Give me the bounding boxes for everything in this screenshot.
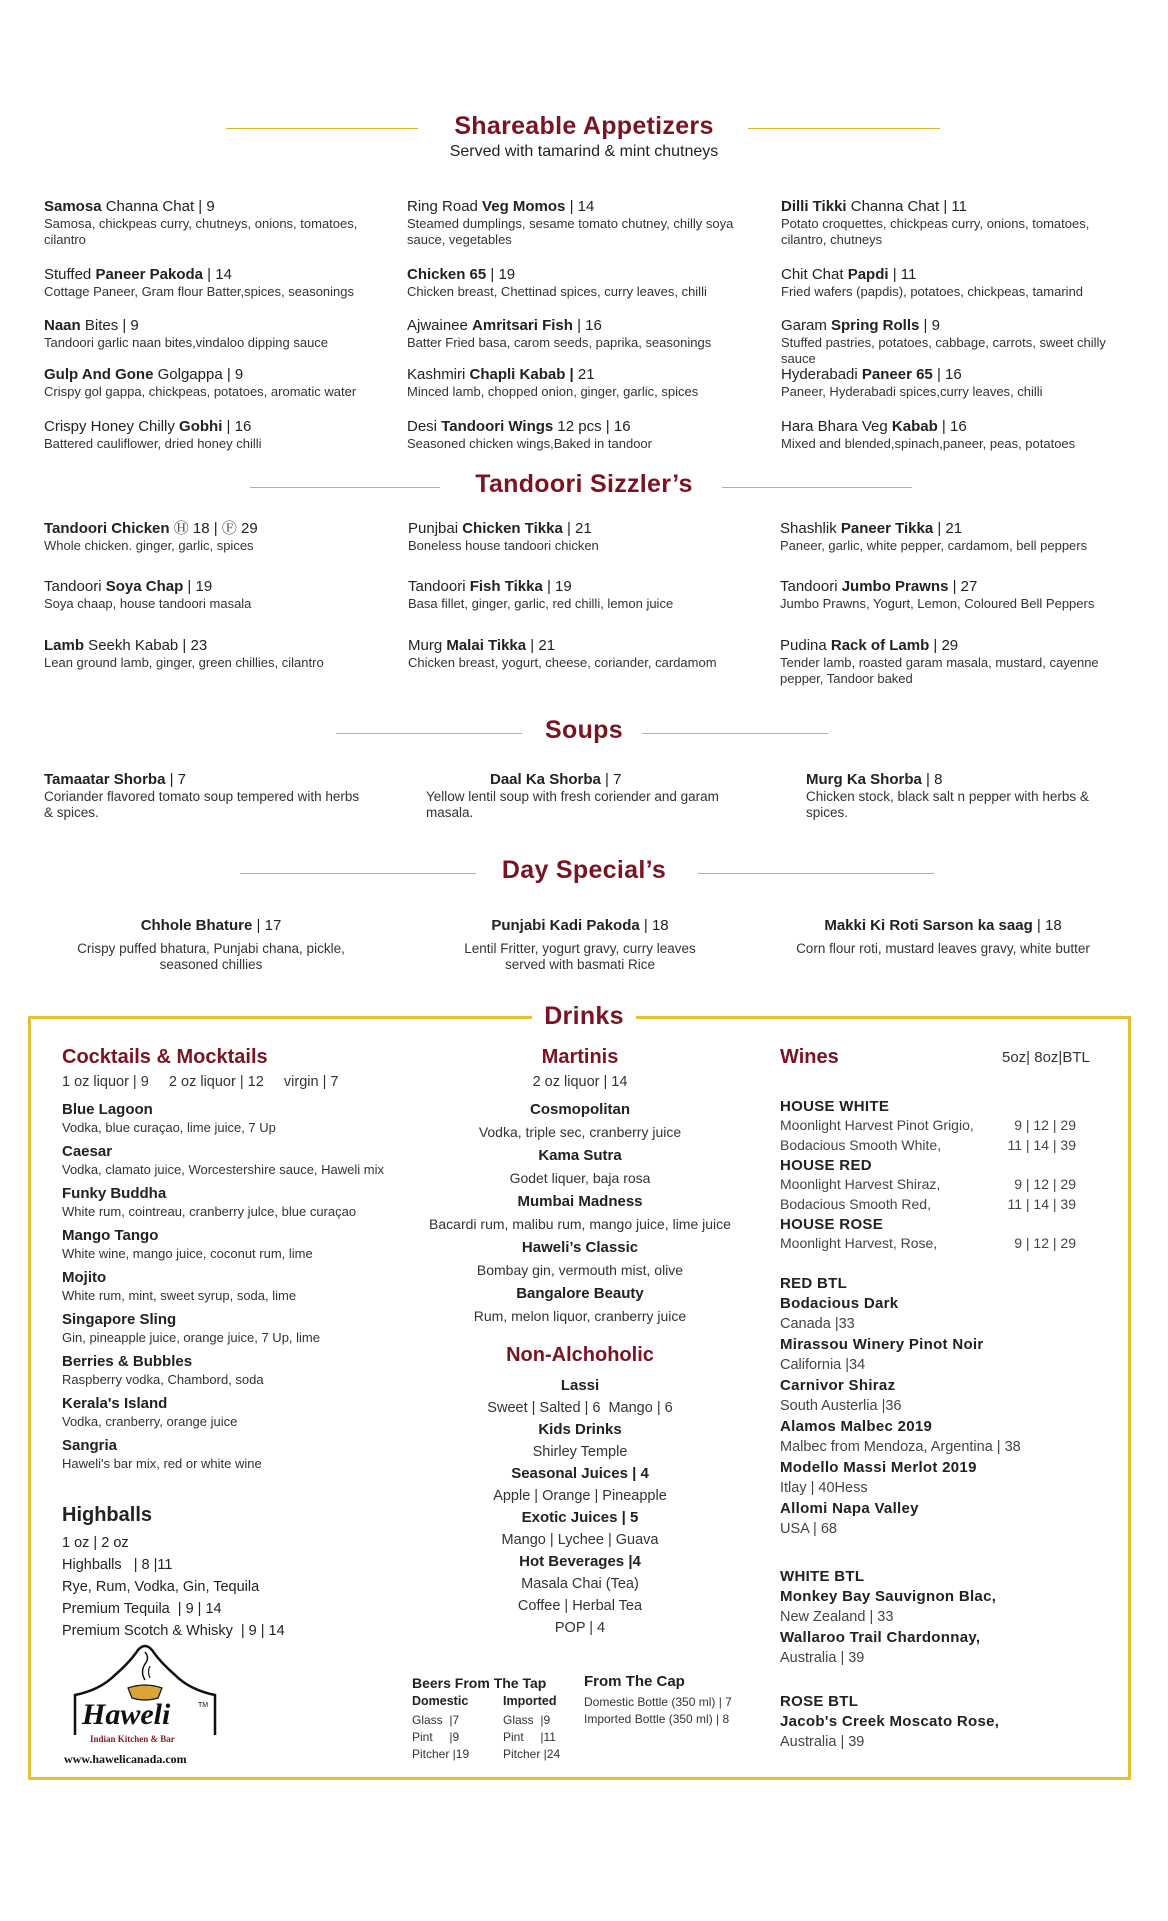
item-description: Boneless house tandoori chicken bbox=[408, 538, 599, 553]
drink-description: Bombay gin, vermouth mist, olive bbox=[476, 1262, 684, 1278]
highball-line: Premium Scotch & Whisky | 9 | 14 bbox=[62, 1623, 285, 1639]
item-price: | 29 bbox=[929, 637, 959, 654]
menu-item bbox=[407, 198, 752, 248]
item-name bbox=[781, 366, 1126, 384]
wine-row bbox=[780, 1175, 1100, 1195]
item-name-prefix: Stuffed bbox=[44, 266, 96, 283]
item-description: Soya chaap, house tandoori masala bbox=[44, 596, 252, 611]
wine-detail: California |34 bbox=[780, 1357, 866, 1373]
item-name-bold: Chicken Tikka bbox=[462, 520, 563, 537]
drinks-title: Drinks bbox=[0, 1002, 1168, 1031]
item-name-bold: Daal Ka Shorba bbox=[490, 771, 601, 788]
item-name bbox=[780, 637, 1125, 655]
wine-name: Mirassou Winery Pinot Noir bbox=[780, 1336, 984, 1353]
special-item bbox=[420, 917, 740, 973]
menu-item bbox=[780, 520, 1125, 554]
beers-domestic-title: Domestic bbox=[412, 1694, 469, 1708]
drink-name: Kerala's Island bbox=[62, 1395, 168, 1412]
item-price: | 7 bbox=[600, 771, 622, 788]
logo-tm: TM bbox=[198, 1702, 209, 1709]
drink-description: Mango | Lychee | Guava bbox=[501, 1532, 659, 1548]
wine-btl-title: ROSE BTL bbox=[780, 1693, 859, 1710]
drink-name: Kids Drinks bbox=[538, 1421, 622, 1438]
item-name-prefix: Chit Chat bbox=[781, 266, 848, 283]
wine-type: HOUSE RED bbox=[780, 1157, 872, 1174]
item-name-bold: Paneer Pakoda bbox=[95, 266, 203, 283]
item-name bbox=[44, 771, 364, 789]
item-price: | 19 bbox=[486, 266, 516, 283]
item-name-bold: Tandoori Chicken bbox=[44, 520, 170, 537]
item-name bbox=[44, 266, 389, 284]
drink-name: Sangria bbox=[62, 1437, 118, 1454]
item-name-prefix: Hyderabadi bbox=[781, 366, 862, 383]
menu-item bbox=[780, 578, 1125, 612]
nonalc-list bbox=[400, 1375, 760, 1639]
item-description: Paneer, garlic, white pepper, cardamom, bell peppers bbox=[780, 538, 1088, 553]
drink-description: Godet liquer, baja rosa bbox=[509, 1170, 651, 1186]
item-name-bold: Tamaatar Shorba bbox=[44, 771, 166, 788]
red-btl-list bbox=[780, 1274, 1100, 1540]
item-description: Fried wafers (papdis), potatoes, chickpeas, tamarind bbox=[781, 284, 1084, 299]
item-name-bold: Murg Ka Shorba bbox=[806, 771, 922, 788]
rose-btl-list bbox=[780, 1692, 1100, 1753]
item-price: | 16 bbox=[937, 418, 967, 435]
item-price: | 9 bbox=[919, 317, 940, 334]
item-description: Potato croquettes, chickpeas curry, onions, tomatoes, cilantro, chutneys bbox=[781, 216, 1090, 247]
drink-description: Raspberry vodka, Chambord, soda bbox=[62, 1372, 264, 1387]
wine-name: Moonlight Harvest Pinot Grigio, bbox=[780, 1117, 974, 1133]
beers-imported-list bbox=[503, 1712, 560, 1763]
item-name bbox=[778, 917, 1108, 935]
wine-detail: Canada |33 bbox=[780, 1316, 855, 1332]
item-name bbox=[44, 198, 389, 216]
drink-name: Kama Sutra bbox=[538, 1147, 622, 1164]
menu-item bbox=[780, 637, 1125, 687]
highball-line: 1 oz | 2 oz bbox=[62, 1535, 129, 1551]
logo-tagline: Indian Kitchen & Bar bbox=[90, 1734, 175, 1744]
item-description: Batter Fried basa, carom seeds, paprika, seasonings bbox=[407, 335, 712, 350]
item-name bbox=[44, 418, 389, 436]
item-name-bold: Samosa bbox=[44, 198, 102, 215]
drink-name: Mango Tango bbox=[62, 1227, 159, 1244]
item-name-bold: Soya Chap bbox=[105, 578, 184, 595]
wine-name: Allomi Napa Valley bbox=[780, 1500, 919, 1517]
item-name-bold: Chicken 65 bbox=[407, 266, 487, 283]
specials-title: Day Special’s bbox=[0, 856, 1168, 885]
drink-name: Funky Buddha bbox=[62, 1185, 167, 1202]
item-name-bold: Rack of Lamb bbox=[830, 637, 930, 654]
item-name bbox=[44, 578, 389, 596]
item-name bbox=[806, 771, 1126, 789]
item-name-bold: Amritsari Fish bbox=[472, 317, 573, 334]
menu-item bbox=[781, 266, 1126, 300]
drink-description: White rum, mint, sweet syrup, soda, lime bbox=[62, 1288, 297, 1303]
item-description: Chicken breast, Chettinad spices, curry leaves, chilli bbox=[407, 284, 707, 299]
wine-price: 9 | 12 | 29 bbox=[1014, 1176, 1076, 1192]
item-name bbox=[420, 917, 740, 935]
cocktails-title: Cocktails & Mocktails bbox=[62, 1046, 268, 1068]
item-price: | 11 bbox=[888, 266, 917, 283]
item-description: Coriander flavored tomato soup tempered with herbs & spices. bbox=[44, 789, 360, 820]
special-item bbox=[56, 917, 366, 973]
item-name-bold: Fish Tikka bbox=[469, 578, 543, 595]
item-name-bold: Kabab bbox=[891, 418, 938, 435]
wine-detail: South Austerlia |36 bbox=[780, 1398, 902, 1414]
item-name bbox=[408, 637, 753, 655]
item-name-bold: Lamb bbox=[44, 637, 85, 654]
item-name-prefix: Hara Bhara Veg bbox=[781, 418, 892, 435]
wine-detail: Australia | 39 bbox=[780, 1650, 865, 1666]
item-price: | 27 bbox=[948, 578, 978, 595]
menu-item bbox=[407, 418, 752, 452]
menu-item bbox=[408, 578, 753, 612]
item-name-prefix: Tandoori bbox=[780, 578, 842, 595]
item-name-bold: Jumbo Prawns bbox=[841, 578, 949, 595]
item-name-bold: Gulp And Gone bbox=[44, 366, 154, 383]
drink-name: Seasonal Juices | 4 bbox=[511, 1465, 649, 1482]
drink-name: Cosmopolitan bbox=[530, 1101, 630, 1118]
drink-description: Gin, pineapple juice, orange juice, 7 Up, lime bbox=[62, 1330, 320, 1345]
beer-line: Glass |7 bbox=[412, 1713, 460, 1727]
cap-line: Domestic Bottle (350 ml) | 7 bbox=[584, 1695, 732, 1709]
wine-row bbox=[780, 1195, 1100, 1215]
martini-list bbox=[400, 1099, 760, 1329]
wine-name: Alamos Malbec 2019 bbox=[780, 1418, 933, 1435]
item-name bbox=[426, 771, 746, 789]
item-name-bold: Makki Ki Roti Sarson ka saag bbox=[824, 917, 1033, 934]
wine-name: Monkey Bay Sauvignon Blac, bbox=[780, 1588, 997, 1605]
item-description: Seasoned chicken wings,Baked in tandoor bbox=[407, 436, 652, 451]
item-description: Tandoori garlic naan bites,vindaloo dipping sauce bbox=[44, 335, 329, 350]
drink-description: Vodka, cranberry, orange juice bbox=[62, 1414, 238, 1429]
item-name-bold: Paneer Tikka bbox=[840, 520, 934, 537]
item-name-prefix: Pudina bbox=[780, 637, 831, 654]
item-price: | 7 bbox=[165, 771, 187, 788]
drink-description: POP | 4 bbox=[554, 1620, 606, 1636]
drink-description: Sweet | Salted | 6 Mango | 6 bbox=[487, 1400, 673, 1416]
wine-price: 11 | 14 | 39 bbox=[1007, 1196, 1076, 1212]
menu-item bbox=[44, 366, 389, 400]
soup-item bbox=[44, 771, 364, 821]
item-name-bold: Malai Tikka bbox=[446, 637, 527, 654]
item-price: | 14 bbox=[565, 198, 595, 215]
item-name-prefix: Punjbai bbox=[408, 520, 463, 537]
item-price: | 18 bbox=[639, 917, 669, 934]
special-item bbox=[778, 917, 1108, 957]
highball-line: Rye, Rum, Vodka, Gin, Tequila bbox=[62, 1579, 260, 1595]
item-name-prefix: Desi bbox=[407, 418, 442, 435]
drink-name: Caesar bbox=[62, 1143, 113, 1160]
drink-description: Coffee | Herbal Tea bbox=[517, 1598, 643, 1614]
item-name bbox=[781, 317, 1126, 335]
item-description: Lentil Fritter, yogurt gravy, curry leaves bbox=[464, 941, 696, 956]
item-price: Ⓗ 18 | Ⓕ 29 bbox=[169, 520, 258, 537]
beer-line: Pint |11 bbox=[503, 1730, 556, 1744]
item-description: Cottage Paneer, Gram flour Batter,spices, seasonings bbox=[44, 284, 355, 299]
menu-item bbox=[44, 418, 389, 452]
item-name-prefix: Garam bbox=[781, 317, 832, 334]
item-description: Crispy gol gappa, chickpeas, potatoes, aromatic water bbox=[44, 384, 357, 399]
item-price: | 18 bbox=[1032, 917, 1062, 934]
item-price: | 21 bbox=[526, 637, 556, 654]
item-name bbox=[44, 366, 389, 384]
menu-item bbox=[44, 266, 389, 300]
item-name bbox=[56, 917, 366, 935]
martinis-sizes: 2 oz liquor | 14 bbox=[532, 1074, 628, 1090]
item-description: Chicken stock, black salt n pepper with herbs & spices. bbox=[806, 789, 1089, 820]
item-name-bold: Tandoori Wings bbox=[441, 418, 554, 435]
item-description: Tender lamb, roasted garam masala, mustard, cayenne pepper, Tandoor baked bbox=[780, 655, 1099, 686]
white-btl-list bbox=[780, 1567, 1100, 1669]
menu-item bbox=[407, 266, 752, 300]
wine-detail: Australia | 39 bbox=[780, 1734, 865, 1750]
wine-row bbox=[780, 1136, 1100, 1156]
drink-description: Vodka, blue curaçao, lime juice, 7 Up bbox=[62, 1120, 276, 1135]
item-name-prefix: Ring Road bbox=[407, 198, 483, 215]
item-name bbox=[44, 520, 389, 538]
item-price: | 19 bbox=[183, 578, 213, 595]
item-price: Channa Chat | 9 bbox=[101, 198, 215, 215]
beer-line: Pitcher |24 bbox=[503, 1747, 561, 1761]
tandoori-title: Tandoori Sizzler’s bbox=[0, 470, 1168, 499]
item-description: Samosa, chickpeas curry, chutneys, onions, tomatoes, cilantro bbox=[44, 216, 358, 247]
item-price: Bites | 9 bbox=[80, 317, 139, 334]
drink-description: Rum, melon liquor, cranberry juice bbox=[473, 1308, 687, 1324]
item-description: Stuffed pastries, potatoes, cabbage, carrots, sweet chilly sauce bbox=[781, 335, 1106, 366]
item-name-prefix: Crispy Honey Chilly bbox=[44, 418, 180, 435]
item-name-bold: Chhole Bhature bbox=[140, 917, 253, 934]
item-name-prefix: Murg bbox=[408, 637, 447, 654]
drink-name: Blue Lagoon bbox=[62, 1101, 153, 1118]
menu-item bbox=[408, 637, 753, 671]
item-price: 21 bbox=[573, 366, 595, 383]
wine-name: Moonlight Harvest, Rose, bbox=[780, 1235, 938, 1251]
drink-name: Singapore Sling bbox=[62, 1311, 177, 1328]
cocktails-sizes: 1 oz liquor | 9 2 oz liquor | 12 virgin | 7 bbox=[62, 1074, 339, 1090]
highball-line: Highballs | 8 |11 bbox=[62, 1557, 173, 1573]
item-name bbox=[781, 418, 1126, 436]
item-price: | 16 bbox=[572, 317, 602, 334]
item-name bbox=[407, 317, 752, 335]
drink-name: Haweli’s Classic bbox=[521, 1239, 639, 1256]
wine-detail: New Zealand | 33 bbox=[780, 1609, 894, 1625]
item-description: Crispy puffed bhatura, Punjabi chana, pickle, bbox=[77, 941, 345, 956]
menu-item bbox=[407, 317, 752, 351]
beer-line: Glass |9 bbox=[503, 1713, 551, 1727]
item-name bbox=[408, 578, 753, 596]
item-name-bold: Naan bbox=[44, 317, 81, 334]
menu-item bbox=[44, 578, 389, 612]
item-price: 12 pcs | 16 bbox=[553, 418, 631, 435]
item-name-bold: Chapli Kabab | bbox=[469, 366, 574, 383]
item-description: Corn flour roti, mustard leaves gravy, white butter bbox=[796, 941, 1090, 956]
menu-item bbox=[781, 418, 1126, 452]
drink-name: Bangalore Beauty bbox=[516, 1285, 644, 1302]
item-name-bold: Gobhi bbox=[179, 418, 223, 435]
wine-btl-title: WHITE BTL bbox=[780, 1568, 865, 1585]
item-price: Seekh Kabab | 23 bbox=[84, 637, 208, 654]
item-name-prefix: Ajwainee bbox=[407, 317, 473, 334]
wine-detail: USA | 68 bbox=[780, 1521, 837, 1537]
beers-title: Beers From The Tap bbox=[412, 1675, 547, 1691]
item-name bbox=[44, 317, 389, 335]
appetizers-subtitle: Served with tamarind & mint chutneys bbox=[449, 143, 719, 160]
wine-detail: Malbec from Mendoza, Argentina | 38 bbox=[780, 1439, 1021, 1455]
item-name bbox=[407, 266, 752, 284]
drink-description: Masala Chai (Tea) bbox=[521, 1576, 639, 1592]
item-name-prefix: Shashlik bbox=[780, 520, 841, 537]
wines-title: Wines bbox=[780, 1046, 839, 1068]
item-name bbox=[407, 198, 752, 216]
item-description: Battered cauliflower, dried honey chilli bbox=[44, 436, 262, 451]
item-description: Paneer, Hyderabadi spices,curry leaves, chilli bbox=[781, 384, 1043, 399]
menu-item bbox=[44, 317, 389, 351]
logo-url[interactable]: www.hawelicanada.com bbox=[64, 1752, 187, 1766]
item-description-2: served with basmati Rice bbox=[504, 957, 656, 972]
haweli-logo bbox=[64, 1640, 220, 1770]
item-price: | 16 bbox=[932, 366, 962, 383]
item-name bbox=[781, 266, 1126, 284]
appetizers-title: Shareable Appetizers bbox=[0, 112, 1168, 141]
item-name-prefix: Kashmiri bbox=[407, 366, 470, 383]
wine-price: 9 | 12 | 29 bbox=[1014, 1117, 1076, 1133]
drink-name: Mojito bbox=[62, 1269, 107, 1286]
item-name bbox=[781, 198, 1126, 216]
item-name-bold: Paneer 65 bbox=[861, 366, 933, 383]
item-description: Minced lamb, chopped onion, ginger, garlic, spices bbox=[407, 384, 699, 399]
item-name bbox=[780, 578, 1125, 596]
item-description: Yellow lentil soup with fresh coriender and garam masala. bbox=[426, 789, 719, 820]
beer-line: Pint |9 bbox=[412, 1730, 460, 1744]
beers-imported-title: Imported bbox=[503, 1694, 557, 1708]
drink-description: Apple | Orange | Pineapple bbox=[493, 1488, 667, 1504]
menu-item bbox=[781, 198, 1126, 248]
item-name-bold: Papdi bbox=[847, 266, 889, 283]
beers-domestic-list bbox=[412, 1712, 469, 1763]
soup-item bbox=[806, 771, 1126, 821]
drink-name: Lassi bbox=[560, 1377, 600, 1394]
wine-name: Modello Massi Merlot 2019 bbox=[780, 1459, 977, 1476]
item-price: Channa Chat | 11 bbox=[846, 198, 967, 215]
wine-name: Bodacious Dark bbox=[780, 1295, 899, 1312]
item-name-bold: Veg Momos bbox=[482, 198, 566, 215]
item-description-2: seasoned chillies bbox=[159, 957, 263, 972]
item-name bbox=[408, 520, 753, 538]
item-price: | 21 bbox=[933, 520, 963, 537]
wine-name: Bodacious Smooth Red, bbox=[780, 1196, 931, 1212]
item-description: Jumbo Prawns, Yogurt, Lemon, Coloured Bell Peppers bbox=[780, 596, 1095, 611]
item-name bbox=[407, 366, 752, 384]
drink-name: Mumbai Madness bbox=[517, 1193, 643, 1210]
item-description: Whole chicken. ginger, garlic, spices bbox=[44, 538, 254, 553]
cap-title: From The Cap bbox=[584, 1673, 685, 1690]
menu-item bbox=[407, 366, 752, 400]
menu-item bbox=[408, 520, 753, 554]
wine-name: Wallaroo Trail Chardonnay, bbox=[780, 1629, 981, 1646]
item-price: | 17 bbox=[252, 917, 282, 934]
item-description: Mixed and blended,spinach,paneer, peas, potatoes bbox=[781, 436, 1076, 451]
highballs-list bbox=[62, 1532, 407, 1642]
highball-line: Premium Tequila | 9 | 14 bbox=[62, 1601, 222, 1617]
drink-description: Bacardi rum, malibu rum, mango juice, lime juice bbox=[429, 1216, 731, 1232]
wine-price: 11 | 14 | 39 bbox=[1007, 1137, 1076, 1153]
drink-description: Shirley Temple bbox=[532, 1444, 628, 1460]
menu-item bbox=[44, 198, 389, 248]
drink-description: White rum, cointreau, cranberry julce, blue curaçao bbox=[62, 1204, 357, 1219]
wine-name: Carnivor Shiraz bbox=[780, 1377, 896, 1394]
wine-name: Bodacious Smooth White, bbox=[780, 1137, 942, 1153]
highballs-title: Highballs bbox=[62, 1504, 153, 1526]
drink-name: Exotic Juices | 5 bbox=[521, 1509, 639, 1526]
item-price: | 8 bbox=[921, 771, 943, 788]
wine-name: Jacob's Creek Moscato Rose, bbox=[780, 1713, 1000, 1730]
cap-list bbox=[584, 1694, 732, 1728]
wine-row bbox=[780, 1116, 1100, 1136]
wine-btl-title: RED BTL bbox=[780, 1275, 848, 1292]
item-name-prefix: Tandoori bbox=[408, 578, 470, 595]
item-description: Basa fillet, ginger, garlic, red chilli, lemon juice bbox=[408, 596, 674, 611]
wine-type: HOUSE WHITE bbox=[780, 1098, 890, 1115]
item-description: Chicken breast, yogurt, cheese, coriander, cardamom bbox=[408, 655, 717, 670]
item-name bbox=[780, 520, 1125, 538]
soup-item bbox=[426, 771, 746, 821]
menu-item bbox=[44, 520, 389, 554]
logo-name: Haweli bbox=[82, 1698, 171, 1731]
item-name-bold: Spring Rolls bbox=[831, 317, 920, 334]
item-name bbox=[44, 637, 389, 655]
house-wines bbox=[780, 1097, 1100, 1254]
menu-item bbox=[781, 317, 1126, 367]
item-price: | 19 bbox=[542, 578, 572, 595]
martinis-title: Martinis bbox=[541, 1046, 619, 1068]
drink-description: Vodka, triple sec, cranberry juice bbox=[478, 1124, 682, 1140]
item-description: Steamed dumplings, sesame tomato chutney, chilly soya sauce, vegetables bbox=[407, 216, 734, 247]
item-price: | 21 bbox=[562, 520, 592, 537]
menu-item bbox=[44, 637, 389, 671]
beer-line: Pitcher |19 bbox=[412, 1747, 470, 1761]
item-description: Lean ground lamb, ginger, green chillies, cilantro bbox=[44, 655, 324, 670]
item-name-bold: Dilli Tikki bbox=[781, 198, 847, 215]
nonalc-title: Non-Alchoholic bbox=[506, 1344, 654, 1366]
wine-type: HOUSE ROSE bbox=[780, 1216, 884, 1233]
drink-description: White wine, mango juice, coconut rum, lime bbox=[62, 1246, 313, 1261]
drink-description: Vodka, clamato juice, Worcestershire sauce, Haweli mix bbox=[62, 1162, 384, 1177]
wine-row bbox=[780, 1234, 1100, 1254]
drink-description: Haweli's bar mix, red or white wine bbox=[62, 1456, 262, 1471]
item-price: Golgappa | 9 bbox=[153, 366, 244, 383]
wines-sizes: 5oz| 8oz|BTL bbox=[1002, 1049, 1090, 1066]
wine-detail: Itlay | 40Hess bbox=[780, 1480, 868, 1496]
cap-line: Imported Bottle (350 ml) | 8 bbox=[584, 1712, 730, 1726]
menu-item bbox=[781, 366, 1126, 400]
wine-name: Moonlight Harvest Shiraz, bbox=[780, 1176, 941, 1192]
drink-name: Berries & Bubbles bbox=[62, 1353, 193, 1370]
drink-name: Hot Beverages |4 bbox=[519, 1553, 641, 1570]
item-name-bold: Punjabi Kadi Pakoda bbox=[491, 917, 640, 934]
item-price: | 14 bbox=[203, 266, 232, 283]
wine-price: 9 | 12 | 29 bbox=[1014, 1235, 1076, 1251]
item-name bbox=[407, 418, 752, 436]
cocktail-list bbox=[62, 1100, 407, 1478]
soups-title: Soups bbox=[0, 716, 1168, 745]
item-name-prefix: Tandoori bbox=[44, 578, 106, 595]
item-price: | 16 bbox=[222, 418, 252, 435]
